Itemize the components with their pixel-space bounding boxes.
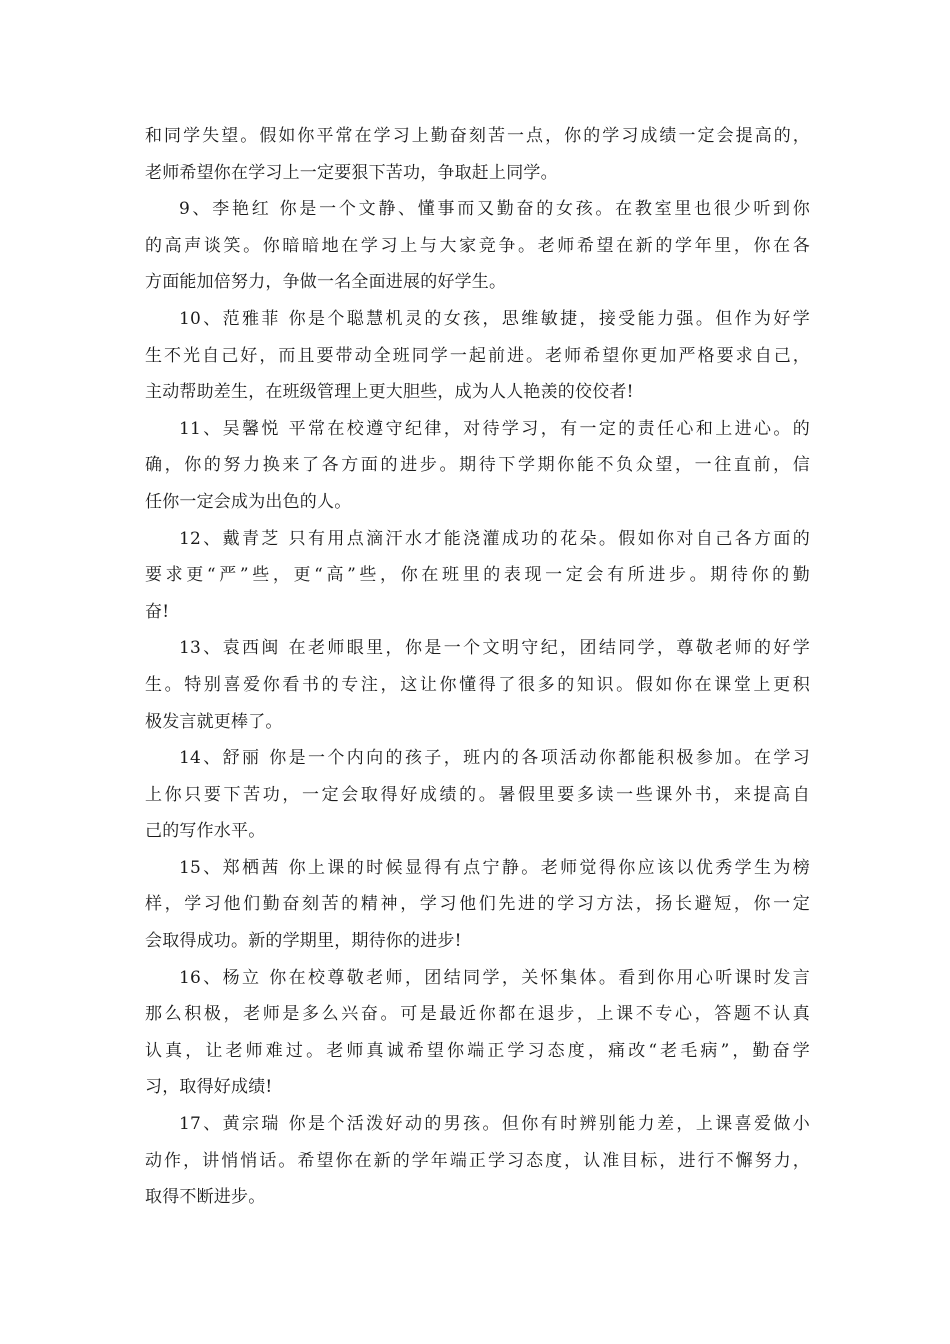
- text-line: 动作，讲悄悄话。希望你在新的学年端正学习态度，认准目标，进行不懈努力，: [145, 1150, 810, 1171]
- comment-entry-12: [145, 521, 810, 631]
- text-line: 老师希望你在学习上一定要狠下苦功，争取赶上同学。: [145, 162, 558, 183]
- text-line: 确，你的努力换来了各方面的进步。期待下学期你能不负众望，一往直前，信: [145, 455, 810, 476]
- text-line: 14、舒丽 你是一个内向的孩子，班内的各项活动你都能积极参加。在学习: [179, 748, 810, 769]
- text-line: 生不光自己好，而且要带动全班同学一起前进。老师希望你更加严格要求自己，: [145, 345, 810, 366]
- comment-entry-9: [145, 191, 810, 301]
- comment-entry-10: [145, 301, 810, 411]
- text-line: 样，学习他们勤奋刻苦的精神，学习他们先进的学习方法，扬长避短，你一定: [145, 894, 810, 915]
- text-line: 己的写作水平。: [145, 821, 266, 842]
- text-line: 奋!: [145, 601, 170, 622]
- text-line: 认真，让老师难过。老师真诚希望你端正学习态度，痛改“老毛病”，勤奋学: [145, 1040, 810, 1061]
- text-line: 会取得成功。新的学期里，期待你的进步!: [145, 931, 462, 952]
- text-line: 生。特别喜爱你看书的专注，这让你懂得了很多的知识。假如你在课堂上更积: [145, 674, 810, 695]
- text-line: 11、吴馨悦 平常在校遵守纪律，对待学习，有一定的责任心和上进心。的: [179, 418, 810, 439]
- text-line: 主动帮助差生，在班级管理上更大胆些，成为人人艳羡的佼佼者!: [145, 382, 634, 403]
- comment-entry-15: [145, 850, 810, 960]
- text-line: 极发言就更棒了。: [145, 711, 283, 732]
- text-line: 9、李艳红 你是一个文静、懂事而又勤奋的女孩。在教室里也很少听到你: [179, 199, 810, 220]
- document-body: [145, 118, 810, 1216]
- text-line: 和同学失望。假如你平常在学习上勤奋刻苦一点，你的学习成绩一定会提高的，: [145, 126, 810, 146]
- text-line: 方面能加倍努力，争做一名全面进展的好学生。: [145, 272, 507, 293]
- text-line: 10、范雅菲 你是个聪慧机灵的女孩，思维敏捷，接受能力强。但作为好学: [179, 308, 810, 329]
- text-line: 任你一定会成为出色的人。: [145, 491, 352, 512]
- text-line: 习，取得好成绩!: [145, 1077, 273, 1098]
- text-line: 取得不断进步。: [145, 1187, 266, 1208]
- text-line: 上你只要下苦功，一定会取得好成绩的。暑假里要多读一些课外书，来提高自: [145, 784, 810, 805]
- text-line: 13、袁西闽 在老师眼里，你是一个文明守纪，团结同学，尊敬老师的好学: [179, 638, 810, 659]
- comment-entry-16: [145, 960, 810, 1106]
- text-line: 的高声谈笑。你暗暗地在学习上与大家竞争。老师希望在新的学年里，你在各: [145, 235, 810, 256]
- text-line: 那么积极，老师是多么兴奋。可是最近你都在退步，上课不专心，答题不认真: [145, 1004, 810, 1025]
- text-line: 要求更“严”些，更“高”些，你在班里的表现一定会有所进步。期待你的勤: [145, 565, 810, 586]
- text-line: 15、郑栖茜 你上课的时候显得有点宁静。老师觉得你应该以优秀学生为榜: [179, 857, 810, 878]
- comment-entry-14: [145, 740, 810, 850]
- text-line: 12、戴青芝 只有用点滴汗水才能浇灌成功的花朵。假如你对自己各方面的: [179, 528, 810, 549]
- comment-entry-17: [145, 1106, 810, 1216]
- text-line: 16、杨立 你在校尊敬老师，团结同学，关怀集体。看到你用心听课时发言: [179, 967, 810, 988]
- continuation-paragraph: [145, 118, 810, 191]
- text-line: 17、黄宗瑞 你是个活泼好动的男孩。但你有时辨别能力差，上课喜爱做小: [179, 1114, 810, 1135]
- comment-entry-11: [145, 411, 810, 521]
- comment-entry-13: [145, 630, 810, 740]
